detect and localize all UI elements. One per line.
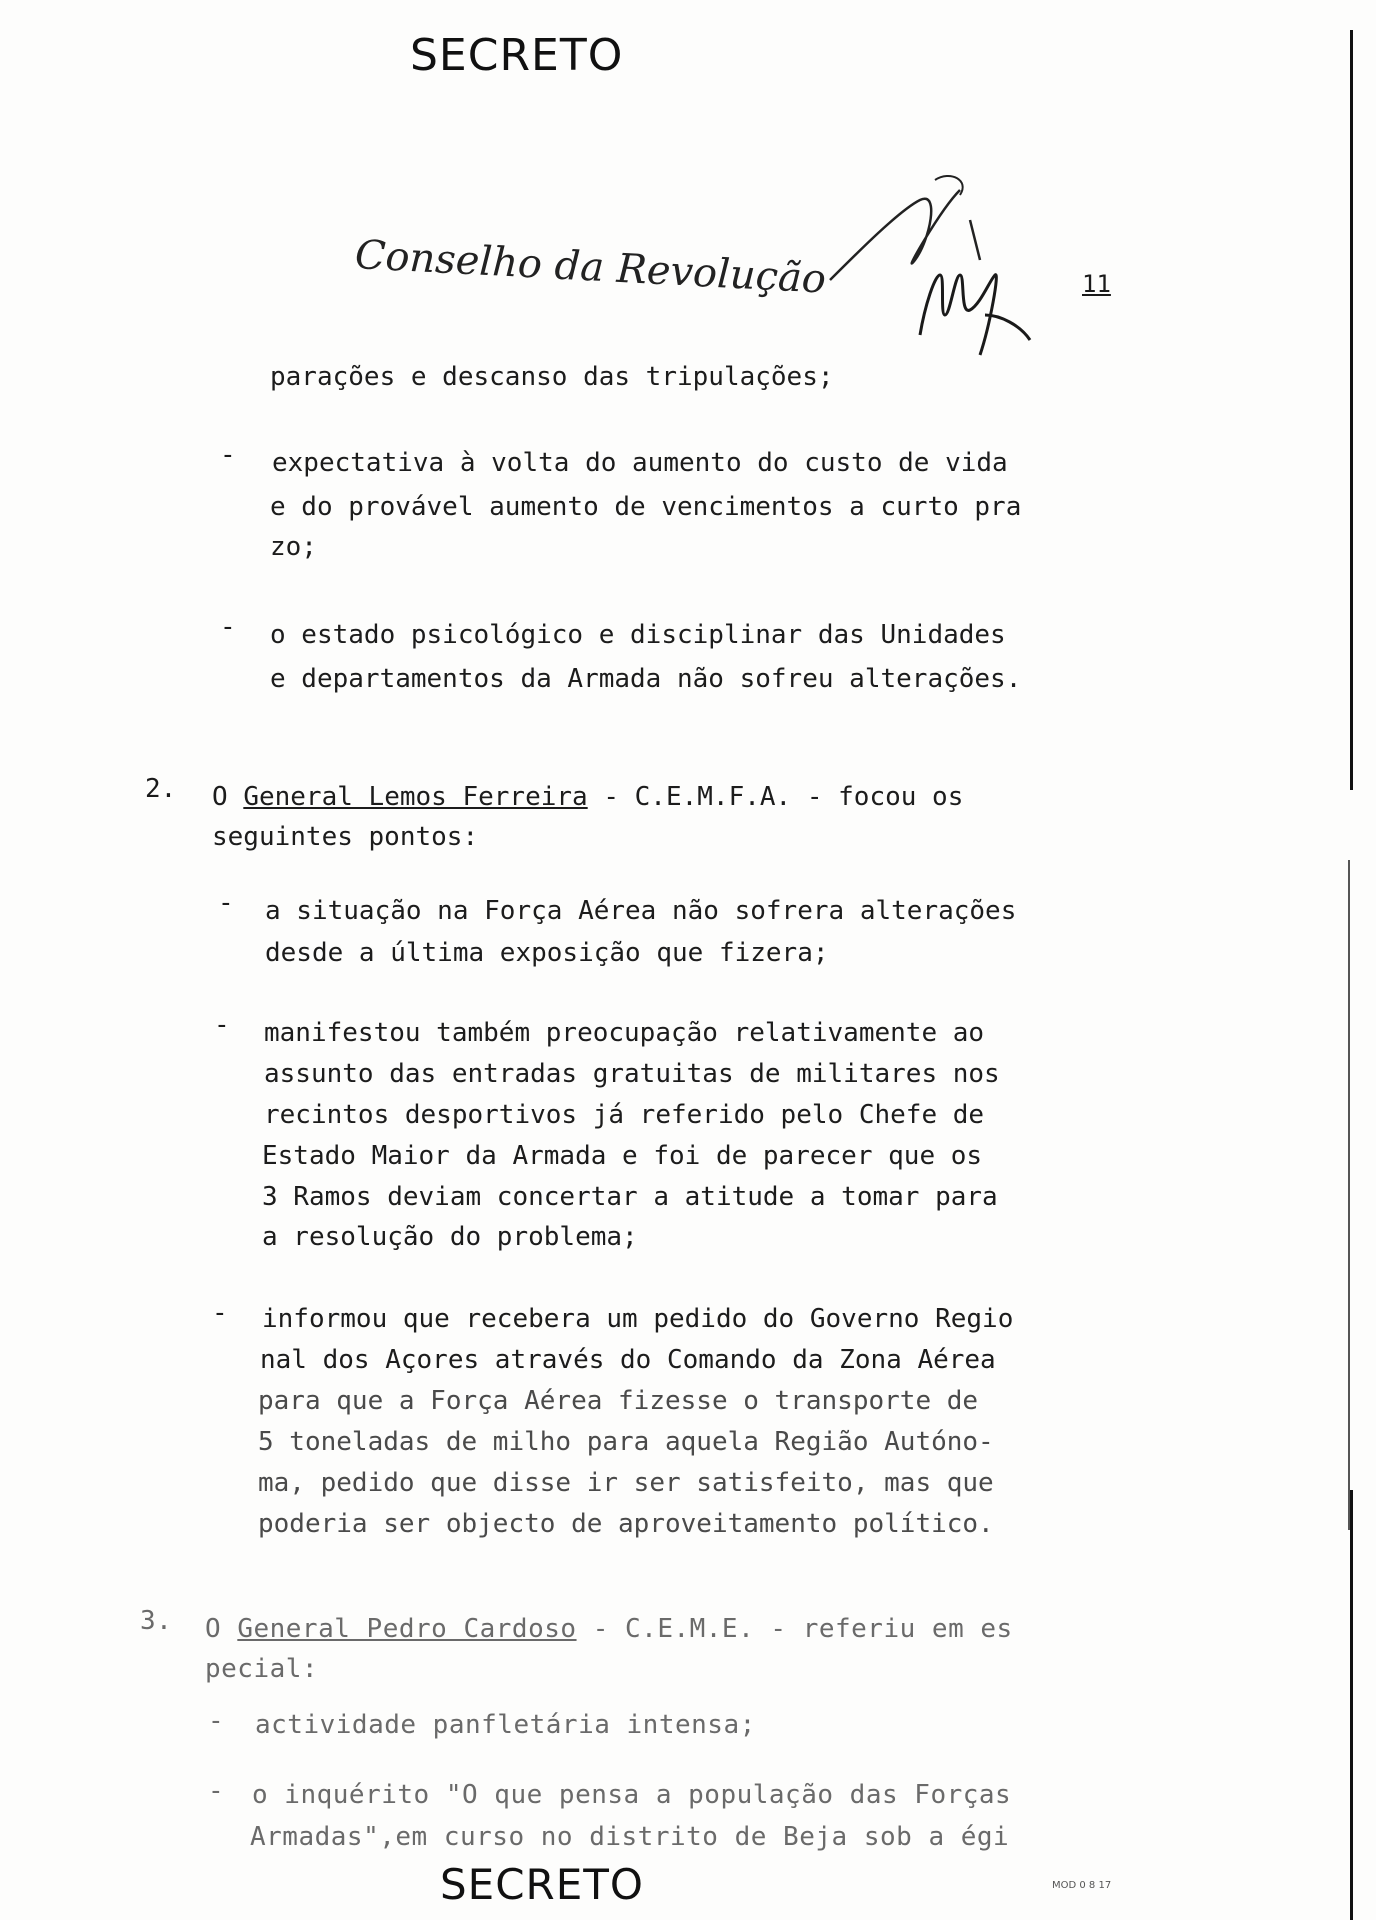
bullet-dash: - bbox=[220, 440, 236, 470]
bullet-dash: - bbox=[208, 1776, 225, 1806]
bullet-line: nal dos Açores através do Comando da Zona Aérea bbox=[260, 1345, 996, 1375]
bullet-line: ma, pedido que disse ir ser satisfeito, mas que bbox=[258, 1468, 994, 1498]
bullet-line: 3 Ramos deviam concertar a atitude a tomar para bbox=[262, 1182, 998, 1212]
bullet-line: actividade panfletária intensa; bbox=[255, 1710, 756, 1740]
scan-edge bbox=[1348, 860, 1350, 1530]
bullet-dash: - bbox=[218, 888, 234, 918]
item-number: 2. bbox=[145, 774, 177, 804]
bullet-line: e do provável aumento de vencimentos a curto pra bbox=[270, 492, 1022, 522]
bullet-line: desde a última exposição que fizera; bbox=[265, 938, 829, 968]
bullet-dash: - bbox=[208, 1706, 225, 1736]
bullet-line: recintos desportivos já referido pelo Chefe de bbox=[264, 1100, 985, 1130]
bullet-dash: - bbox=[212, 1298, 228, 1328]
bullet-line: expectativa à volta do aumento do custo de vida bbox=[272, 448, 1008, 478]
page-number: 11 bbox=[1082, 270, 1111, 298]
bullet-line: o estado psicológico e disciplinar das Unidades bbox=[270, 620, 1006, 650]
continuation-line: parações e descanso das tripulações; bbox=[270, 362, 834, 392]
bullet-line: assunto das entradas gratuitas de militares nos bbox=[264, 1059, 1000, 1089]
bullet-line: para que a Força Aérea fizesse o transporte de bbox=[258, 1386, 979, 1416]
bullet-line: informou que recebera um pedido do Governo Regio bbox=[262, 1304, 1014, 1334]
bullet-line: poderia ser objecto de aproveitamento político. bbox=[258, 1509, 994, 1539]
item-intro: O General Pedro Cardoso - C.E.M.E. - referiu em es bbox=[205, 1614, 1013, 1644]
person-name: General Lemos Ferreira bbox=[243, 782, 588, 812]
item-intro-line2: pecial: bbox=[205, 1654, 319, 1684]
bullet-line: Estado Maior da Armada e foi de parecer que os bbox=[262, 1141, 983, 1171]
letterhead-title: Conselho da Revolução bbox=[353, 232, 828, 303]
bullet-dash: - bbox=[214, 1010, 230, 1040]
form-code: MOD 0 8 17 bbox=[1052, 1880, 1112, 1891]
bullet-line: Armadas",em curso no distrito de Beja sob a égi bbox=[250, 1822, 1010, 1852]
bullet-line: zo; bbox=[270, 532, 317, 562]
bullet-line: 5 toneladas de milho para aquela Região Autóno- bbox=[258, 1427, 994, 1457]
handwritten-initials bbox=[910, 255, 1040, 365]
item-intro-line2: seguintes pontos: bbox=[212, 822, 479, 852]
classification-stamp-bottom: SECRETO bbox=[440, 1860, 644, 1909]
bullet-line: a resolução do problema; bbox=[262, 1222, 638, 1252]
classification-stamp-top: SECRETO bbox=[410, 30, 624, 81]
item-number: 3. bbox=[140, 1606, 173, 1636]
scan-edge bbox=[1350, 30, 1353, 790]
scan-edge bbox=[1350, 1490, 1353, 1920]
bullet-line: a situação na Força Aérea não sofrera alterações bbox=[265, 896, 1017, 926]
person-name: General Pedro Cardoso bbox=[237, 1614, 577, 1644]
bullet-line: manifestou também preocupação relativamente ao bbox=[264, 1018, 985, 1048]
bullet-dash: - bbox=[220, 612, 236, 642]
bullet-line: o inquérito "O que pensa a população das Forças bbox=[252, 1780, 1012, 1810]
item-intro: O General Lemos Ferreira - C.E.M.F.A. - focou os bbox=[212, 782, 964, 812]
bullet-line: e departamentos da Armada não sofreu alterações. bbox=[270, 664, 1022, 694]
